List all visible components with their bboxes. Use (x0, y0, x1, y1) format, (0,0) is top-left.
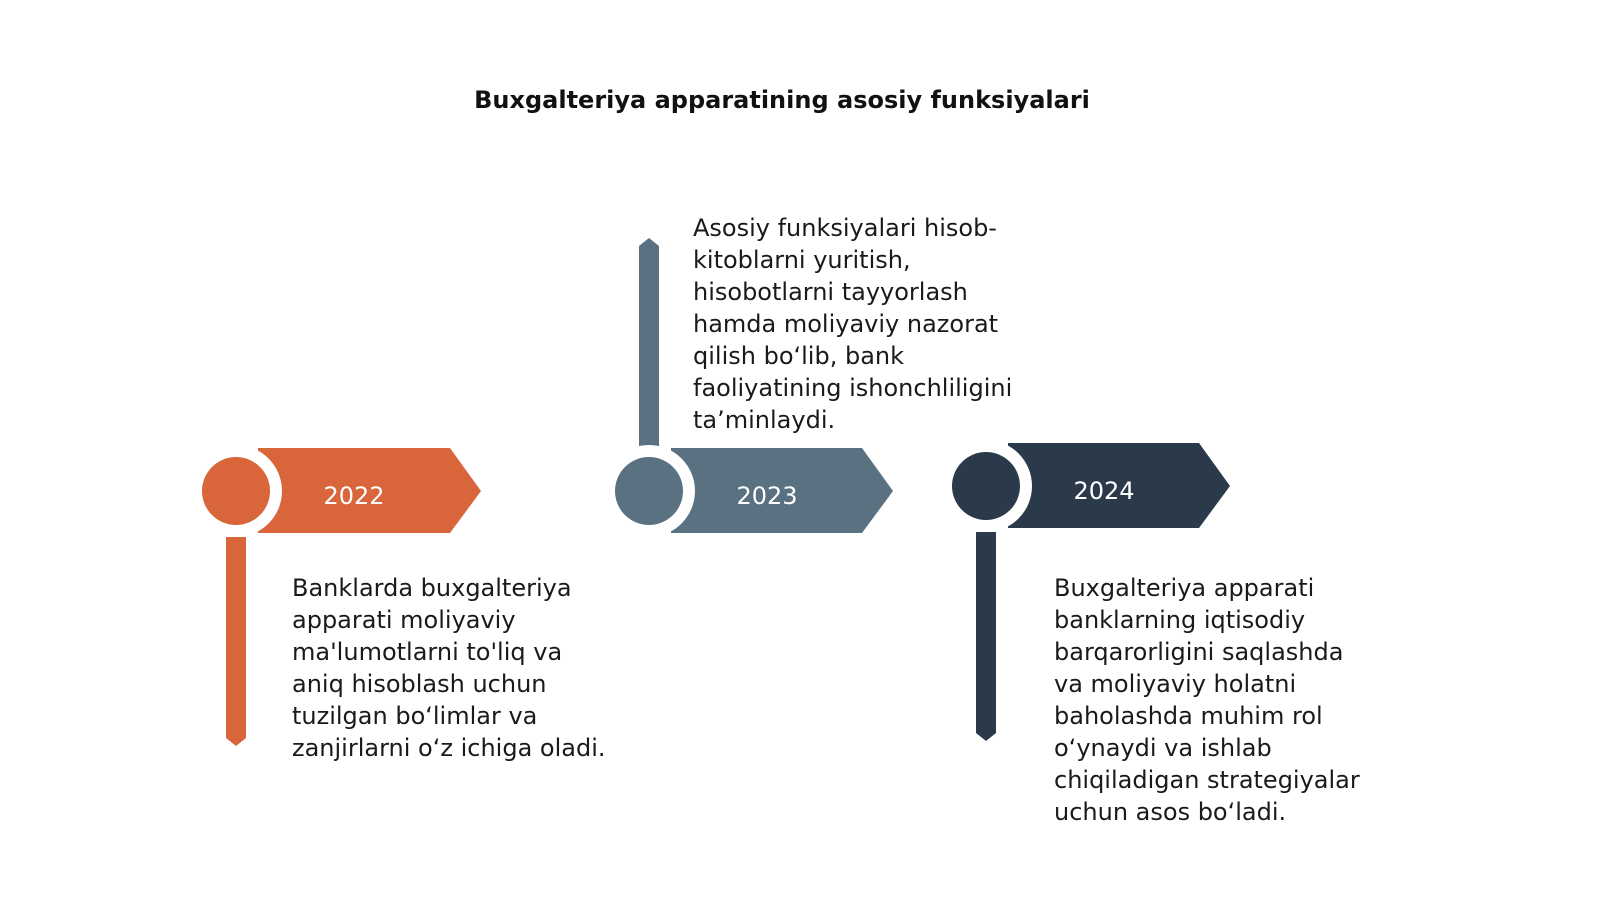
dot-2023 (615, 457, 683, 525)
connector-stem-2022 (226, 537, 246, 746)
dot-2022 (202, 457, 270, 525)
dot-2024 (952, 452, 1020, 520)
description-2023: Asosiy funksiyalari hisob- kitoblarni yuritish, hisobotlarni tayyorlash hamda moliyaviy nazorat qilish bo‘lib, bank faoliyatining ishonchliligini ta’minlaydi. (693, 214, 1013, 434)
year-label-2022: 2022 (323, 482, 385, 510)
connector-stem-2024 (976, 532, 996, 741)
description-2024: Buxgalteriya apparati banklarning iqtisodiy barqarorligini saqlashda va moliyaviy holatni baholashda muhim rol o‘ynaydi va ishlab chiqiladigan strategiyalar uchun asos bo‘ladi. (1054, 574, 1360, 826)
year-label-2024: 2024 (1073, 477, 1135, 505)
description-2022: Banklarda buxgalteriya apparati moliyaviy ma'lumotlarni to'liq va aniq hisoblash uchun tuzilgan bo‘limlar va zanjirlarni o‘z ichiga oladi. (292, 574, 606, 762)
page-title: Buxgalteriya apparatining asosiy funksiyalari (474, 86, 1090, 114)
year-label-2023: 2023 (736, 482, 798, 510)
connector-stem-2023 (639, 238, 659, 447)
